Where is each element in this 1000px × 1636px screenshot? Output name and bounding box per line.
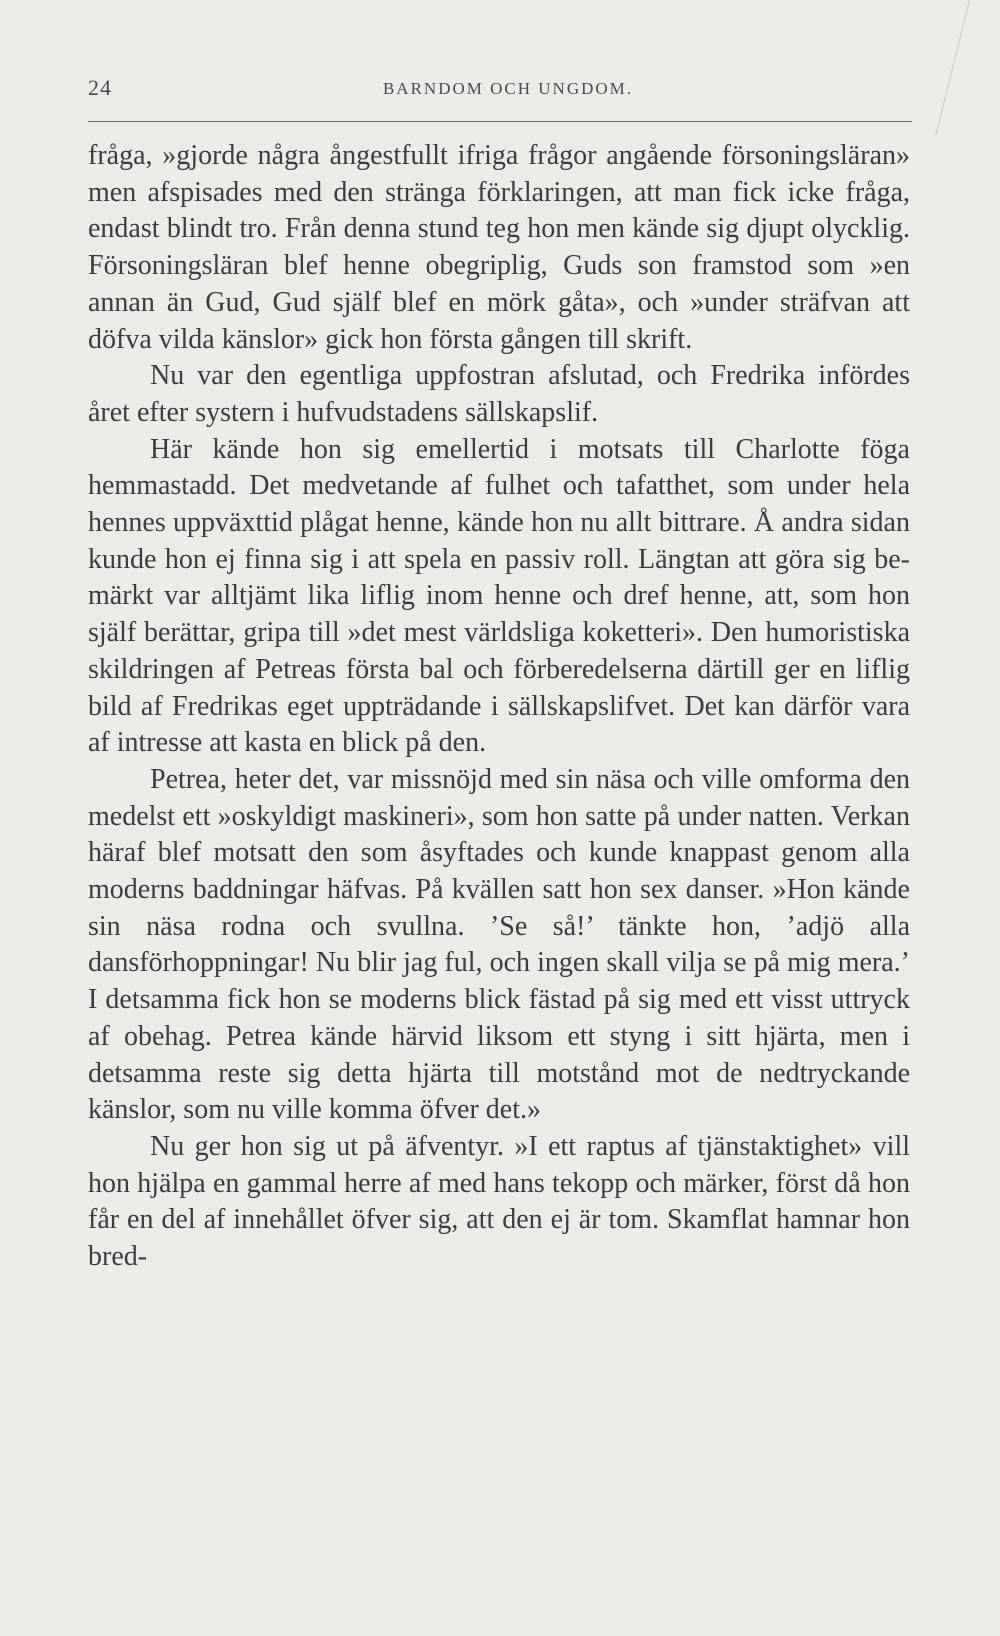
body-text xyxy=(88,138,910,1276)
page-header xyxy=(88,75,908,109)
page-number: 24 xyxy=(88,75,112,100)
paragraph: Här kände hon sig emellertid i motsats till Charlotte föga hemmastadd. Det medvetande af fulhet och tafatthet, som under hela hennes uppväxttid plågat henne, kände hon nu allt bittrare. Å andra sidan kunde hon ej finna sig i att spela en passiv roll. Längtan att göra sig bemärkt var alltjämt lika liflig inom henne och dref henne, att, som hon själf berättar, gripa till »det mest världsliga koketteri». Den humoristiska skildringen af Petreas första bal och förberedelserna därtill ger en liflig bild af Fredrikas eget uppträdande i sällskapslifvet. Det kan därför vara af intresse att kasta en blick på den. xyxy=(88,433,910,759)
running-head: BARNDOM OCH UNGDOM. xyxy=(382,79,634,98)
paragraph: Petrea, heter det, var missnöjd med sin näsa och ville omforma den medelst ett »oskyldigt maskineri», som hon satte på under natten. Verkan häraf blef motsatt den som åsyftades och kunde knappast genom alla moderns baddningar häfvas. På kvällen satt hon sex danser. »Hon kände sin näsa rodna och svullna. ’Se så!’ tänkte hon, ’adjö alla dansförhoppningar! Nu blir jag ful, och ingen skall vilja se på mig mera.’ I detsamma fick hon se moderns blick fästad på sig med ett visst uttryck af obehag. Petrea kände härvid liksom ett styng i sitt hjärta, men i detsamma reste sig detta hjärta till motstånd mot de nedtryckande känslor, som nu ville komma öfver det.» xyxy=(88,763,910,1126)
paragraph: fråga, »gjorde några ångestfullt ifriga frågor angående försoningsläran» men afspisades med den stränga förklaringen, att man fick icke fråga, endast blindt tro. Från denna stund teg hon men kände sig djupt olycklig. Försoningsläran blef henne obegriplig, Guds son framstod som »en annan än Gud, Gud själf blef en mörk gåta», och »under sträfvan att döfva vilda känslor» gick hon första gången till skrift. xyxy=(88,140,910,355)
header-rule xyxy=(88,121,912,122)
page-edge-mark xyxy=(935,0,972,136)
paragraph: Nu var den egentliga uppfostran afslutad, och Fredrika infördes året efter systern i hufvudstadens sällskapslif. xyxy=(88,360,910,428)
paragraph: Nu ger hon sig ut på äfventyr. »I ett raptus af tjänstaktighet» vill hon hjälpa en gammal herre af med hans tekopp och märker, först då hon får en del af innehållet öfver sig, att den ej är tom. Skamflat hamnar hon bred- xyxy=(88,1130,910,1273)
